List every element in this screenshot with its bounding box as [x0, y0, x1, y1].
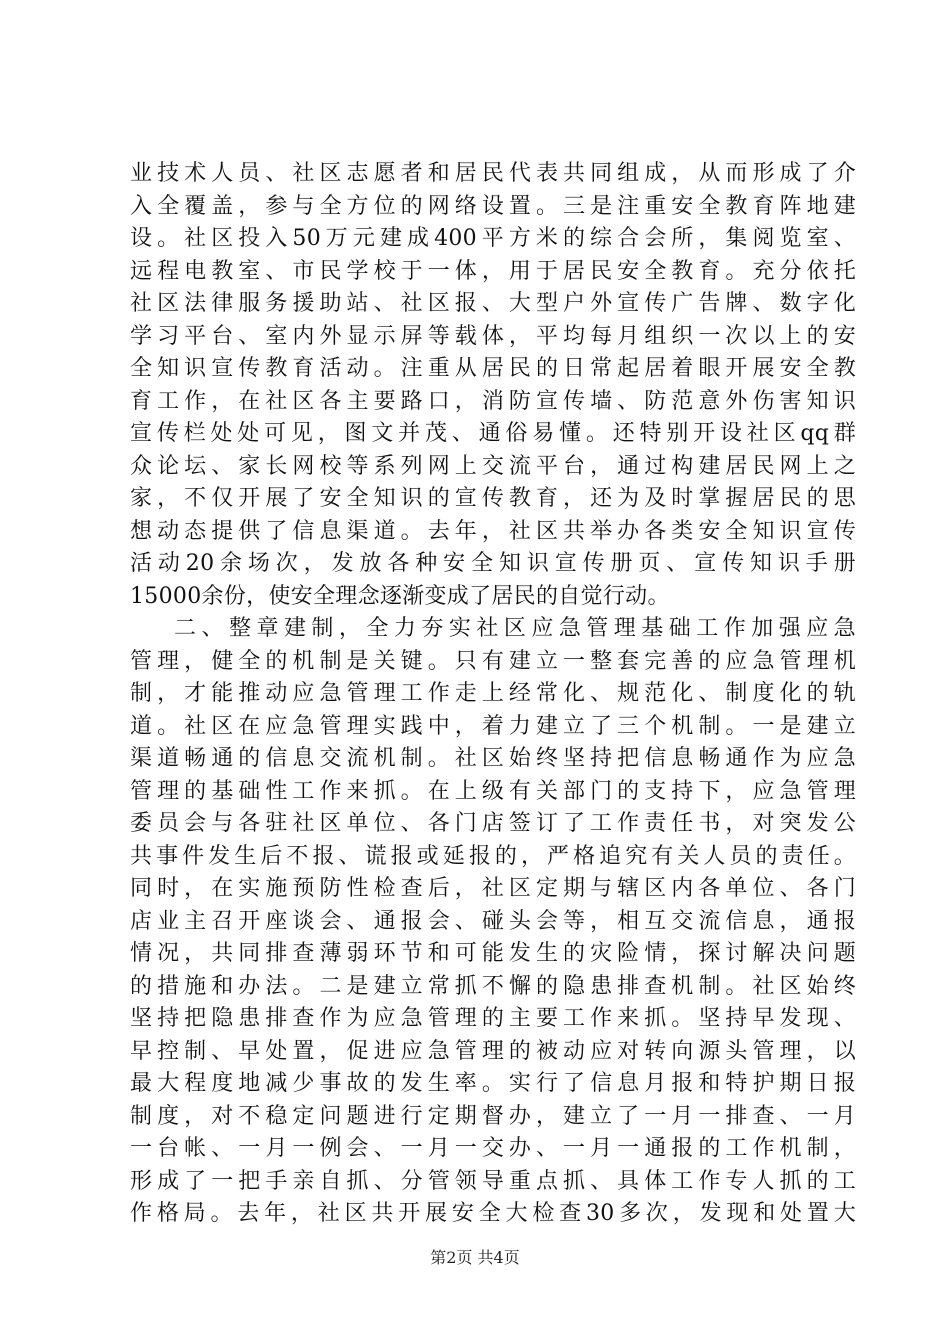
text-line: 制度，对不稳定问题进行定期督办，建立了一月一排查、一月 [130, 1103, 856, 1129]
text-line: 全知识宣传教育活动。注重从居民的日常起居着眼开展安全教 [130, 356, 856, 381]
text-line: 的措施和办法。二是建立常抓不懈的隐患排查机制。社区始终 [130, 973, 856, 999]
text-line: 一台帐、一月一例会、一月一交办、一月一通报的工作机制， [130, 1136, 856, 1161]
text-line: 道。社区在应急管理实践中，着力建立了三个机制。一是建立 [130, 713, 856, 739]
text-line: 共事件发生后不报、谎报或延报的，严格追究有关人员的责任。 [130, 843, 856, 869]
text-line: 制，才能推动应急管理工作走上经常化、规范化、制度化的轨 [130, 681, 856, 706]
body-text [130, 158, 856, 1231]
text-line: 学习平台、室内外显示屏等载体，平均每月组织一次以上的安 [130, 323, 856, 349]
text-line-paragraph-end: 15000余份，使安全理念逐渐变成了居民的自觉行动。 [130, 583, 670, 609]
text-line: 坚持把隐患排查作为应急管理的主要工作来抓。坚持早发现、 [130, 1006, 856, 1031]
text-line: 早控制、早处置，促进应急管理的被动应对转向源头管理，以 [130, 1038, 856, 1064]
text-line: 设。社区投入50万元建成400平方米的综合会所，集阅览室、 [130, 226, 856, 251]
page-number-footer: 第2页 共4页 [430, 1248, 520, 1267]
text-line: 想动态提供了信息渠道。去年，社区共举办各类安全知识宣传 [130, 518, 856, 544]
text-line: 形成了一把手亲自抓、分管领导重点抓、具体工作专人抓的工 [130, 1168, 856, 1194]
text-line-section-heading: 二、整章建制，全力夯实社区应急管理基础工作加强应急 [174, 616, 856, 641]
text-line: 最大程度地减少事故的发生率。实行了信息月报和特护期日报 [130, 1071, 856, 1096]
text-line: 情况，共同排查薄弱环节和可能发生的灾险情，探讨解决问题 [130, 941, 856, 966]
text-line: 业技术人员、社区志愿者和居民代表共同组成，从而形成了介 [130, 161, 856, 186]
text-line: 活动20余场次，发放各种安全知识宣传册页、宣传知识手册 [130, 551, 856, 576]
text-line: 同时，在实施预防性检查后，社区定期与辖区内各单位、各门 [130, 876, 856, 901]
text-line: 家，不仅开展了安全知识的宣传教育，还为及时掌握居民的思 [130, 486, 856, 511]
text-line: 众论坛、家长网校等系列网上交流平台，通过构建居民网上之 [130, 453, 856, 479]
text-line: 管理，健全的机制是关键。只有建立一整套完善的应急管理机 [130, 648, 856, 674]
text-line: 宣传栏处处可见，图文并茂、通俗易懂。还特别开设社区qq群 [130, 421, 856, 446]
text-line: 管理的基础性工作来抓。在上级有关部门的支持下，应急管理 [130, 778, 856, 804]
text-line: 作格局。去年，社区共开展安全大检查30多次，发现和处置大 [130, 1201, 856, 1226]
text-line: 店业主召开座谈会、通报会、碰头会等，相互交流信息，通报 [130, 908, 856, 934]
text-line: 育工作，在社区各主要路口，消防宣传墙、防范意外伤害知识 [130, 388, 856, 414]
text-line: 委员会与各驻社区单位、各门店签订了工作责任书，对突发公 [130, 811, 856, 836]
text-line: 入全覆盖，参与全方位的网络设置。三是注重安全教育阵地建 [130, 193, 856, 219]
text-line: 远程电教室、市民学校于一体，用于居民安全教育。充分依托 [130, 258, 856, 284]
text-line: 社区法律服务援助站、社区报、大型户外宣传广告牌、数字化 [130, 291, 856, 316]
text-line: 渠道畅通的信息交流机制。社区始终坚持把信息畅通作为应急 [130, 746, 856, 771]
